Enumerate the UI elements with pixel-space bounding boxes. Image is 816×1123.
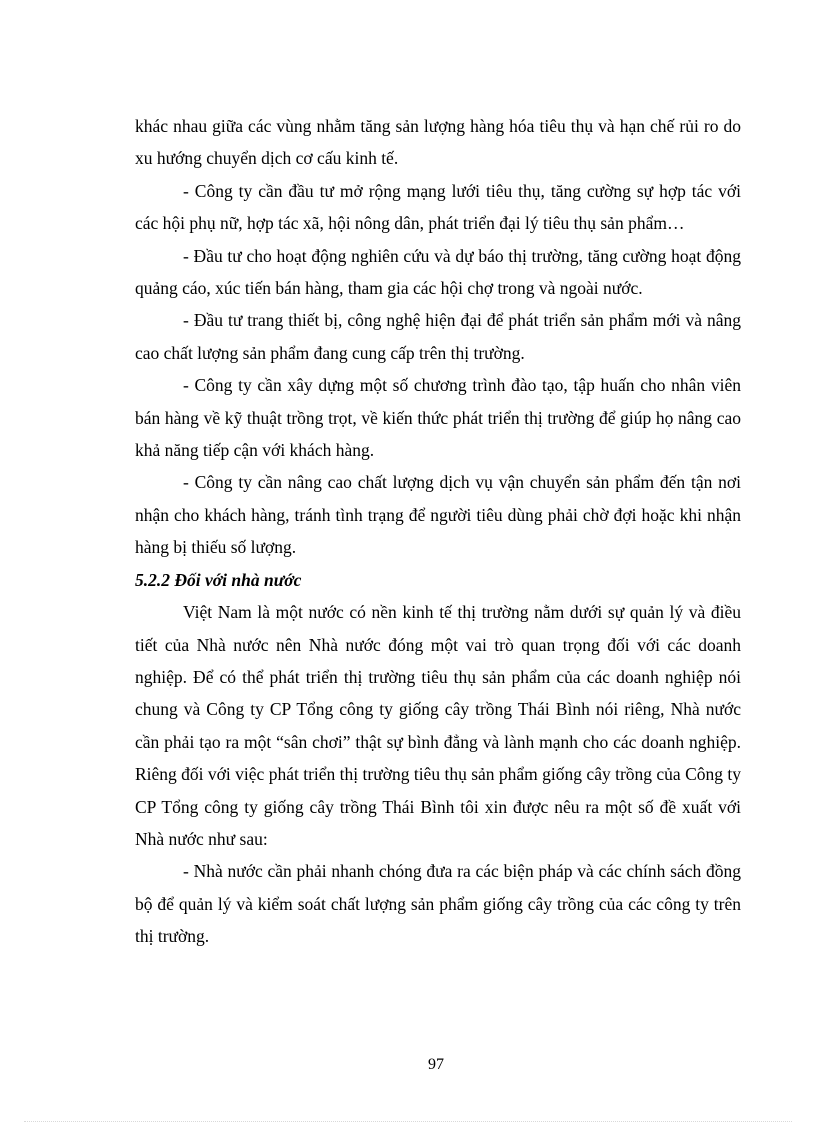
paragraph-continuation: khác nhau giữa các vùng nhằm tăng sản lượng hàng hóa tiêu thụ và hạn chế rủi ro do xu hướng chuyển dịch cơ cấu kinh tế. [135,116,741,169]
paragraph-bullet-technology: - Đầu tư trang thiết bị, công nghệ hiện đại để phát triển sản phẩm mới và nâng cao chất lượng sản phẩm đang cung cấp trên thị trường. [135,310,741,363]
paragraph-bullet-state-policy: - Nhà nước cần phải nhanh chóng đưa ra các biện pháp và các chính sách đồng bộ để quản lý và kiểm soát chất lượng sản phẩm giống cây trồng của các công ty trên thị trường. [135,861,741,947]
paragraph-state-role: Việt Nam là một nước có nền kinh tế thị trường nằm dưới sự quản lý và điều tiết của Nhà nước nên Nhà nước đóng một vai trò quan trọng đối với các doanh nghiệp. Để có thể phát triển thị trường tiêu thụ sản phẩm của các doanh nghiệp nói chung và Công ty CP Tổng công ty giống cây trồng Thái Bình nói riêng, Nhà nước cần phải tạo ra một “sân chơi” thật sự bình đẳng và lành mạnh cho các doanh nghiệp. Riêng đối với việc phát triển thị trường tiêu thụ sản phẩm giống cây trồng của Công ty CP Tổng công ty giống cây trồng Thái Bình tôi xin được nêu ra một số đề xuất với Nhà nước như sau: [135,602,741,849]
paragraph-bullet-training: - Công ty cần xây dựng một số chương trình đào tạo, tập huấn cho nhân viên bán hàng về kỹ thuật trồng trọt, về kiến thức phát triển thị trường để giúp họ nâng cao khả năng tiếp cận với khách hàng. [135,375,741,461]
paragraph-bullet-distribution: - Công ty cần đầu tư mở rộng mạng lưới tiêu thụ, tăng cường sự hợp tác với các hội phụ nữ, hợp tác xã, hội nông dân, phát triển đại lý tiêu thụ sản phẩm… [135,180,741,234]
section-heading: 5.2.2 Đối với nhà nước [135,569,302,590]
paragraph-bullet-research: - Đầu tư cho hoạt động nghiên cứu và dự báo thị trường, tăng cường hoạt động quảng cáo, xúc tiến bán hàng, tham gia các hội chợ trong và ngoài nước. [135,245,741,299]
page-number: 97 [428,1056,444,1073]
page-body [135,110,741,953]
paragraph-bullet-delivery: - Công ty cần nâng cao chất lượng dịch vụ vận chuyển sản phẩm đến tận nơi nhận cho khách hàng, tránh tình trạng để người tiêu dùng phải chờ đợi hoặc khi nhận hàng bị thiếu số lượng. [135,472,741,558]
page-bottom-divider [24,1121,792,1122]
